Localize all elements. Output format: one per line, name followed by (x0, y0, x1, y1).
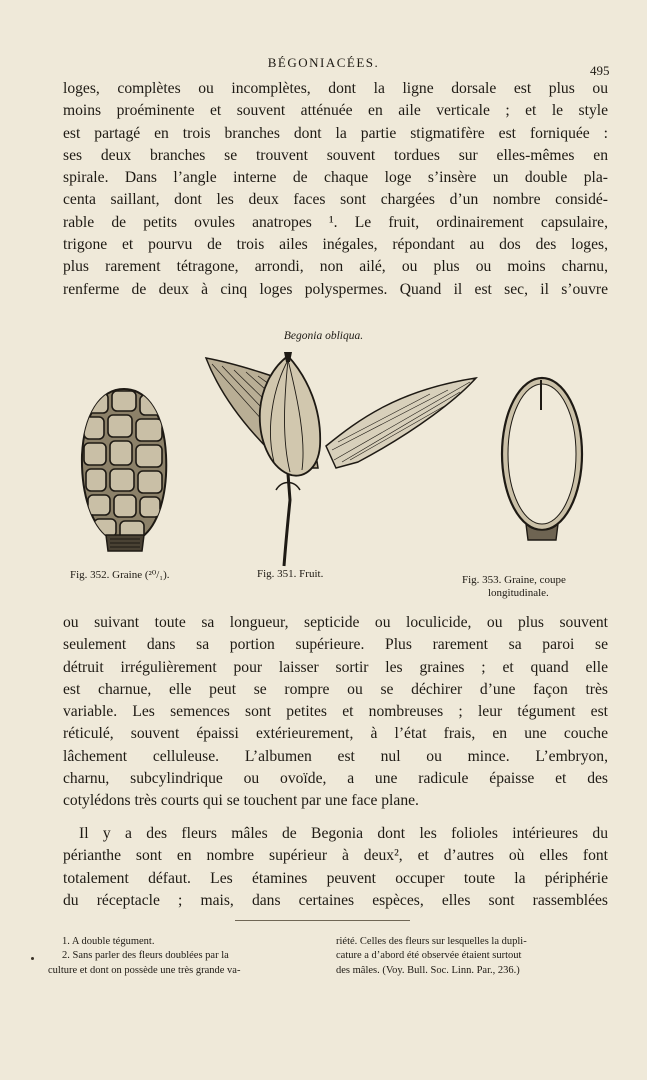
text-line: périanthe sont en nombre supérieur à deux², et d’autres où elles font (63, 847, 608, 865)
text-line: Il y a des fleurs mâles de Begonia dont les folioles intérieures du (79, 825, 608, 842)
text-line: charnu, subcylindrique ou ovoïde, a une radicule épaisse et des (63, 770, 608, 788)
fig353-caption-line1: Fig. 353. Graine, coupe (462, 574, 566, 586)
footnote-line: des mâles. (Voy. Bull. Soc. Linn. Par., 236.) (336, 964, 520, 976)
text-line: lâchement celluleuse. L’albumen est nul ou mince. L’embryon, (63, 747, 608, 765)
text-line: est charnue, elle peut se rompre ou se déchirer d’une façon très (63, 680, 608, 698)
text-line: ses deux branches se trouvent souvent tordues sur elles-mêmes en (63, 146, 608, 164)
running-title: BÉGONIACÉES. (267, 55, 380, 70)
footnote-line: riété. Celles des fleurs sur lesquelles la dupli- (336, 936, 527, 947)
footnote-divider (235, 920, 410, 921)
text-line: plus rarement tétragone, arrondi, non ailé, ou plus ou moins charnu, (63, 258, 608, 276)
seed-section-icon (496, 374, 588, 551)
footnotes-left (48, 935, 318, 978)
margin-mark (31, 957, 34, 960)
text-line: spirale. Dans l’angle interne de chaque loge s’insère un double pla- (63, 169, 608, 187)
footnote-line: 2. Sans parler des fleurs doublées par la (62, 950, 229, 962)
winged-fruit-icon (198, 350, 480, 573)
text-line: renferme de deux à cinq loges polyspermes. Quand il est sec, il s’ouvre (63, 280, 608, 298)
text-line: ou suivant toute sa longueur, septicide ou loculicide, ou plus souvent (63, 614, 608, 631)
paragraph-top (63, 78, 608, 301)
text-line: loges, complètes ou incomplètes, dont la ligne dorsale est plus ou (63, 80, 608, 97)
text-line: trigone et pourvu de trois ailes inégales, répondant au dos des loges, (63, 236, 608, 254)
footnotes-right (336, 935, 598, 978)
text-line: variable. Les semences sont petites et nombreuses ; leur tégument est (63, 703, 608, 721)
fig351-caption: Fig. 351. Fruit. (257, 568, 324, 580)
paragraph-bottom (63, 823, 608, 912)
fig353-caption-line2: longitudinale. (488, 587, 549, 599)
footnote-line: cature a d’abord été observée étaient surtout (336, 950, 522, 962)
text-line: centa saillant, dont les deux faces sont chargées d’un nombre considé- (63, 191, 608, 209)
fig352-caption: Fig. 352. Graine (²⁰/₁). (70, 569, 170, 581)
text-line: du réceptacle ; mais, dans certaines espèces, elles sont rassemblées (63, 891, 608, 909)
footnote-line: culture et dont on possède une très grande va- (48, 964, 241, 976)
plate-title: Begonia obliqua. (283, 330, 364, 342)
text-line: cotylédons très courts qui se touchent par une face plane. (63, 792, 419, 810)
page-number: 495 (590, 63, 610, 78)
text-line: est partagé en trois branches dont la partie stigmatifère est forniquée : (63, 124, 608, 142)
seed-icon (78, 385, 170, 560)
footnote-line: 1. A double tégument. (62, 936, 155, 947)
text-line: réticulé, souvent épaissi extérieurement, à l’état frais, en une couche (63, 725, 608, 743)
text-line: seulement dans sa portion supérieure. Plus rarement sa paroi se (63, 636, 608, 654)
paragraph-middle (63, 612, 608, 813)
text-line: détruit irrégulièrement pour laisser sortir les graines ; et quand elle (63, 658, 608, 676)
text-line: rable de petits ovules anatropes ¹. Le fruit, ordinairement capsulaire, (63, 213, 608, 231)
text-line: totalement défaut. Les étamines peuvent occuper toute la périphérie (63, 869, 608, 887)
text-line: moins proéminente et souvent atténuée en aile verticale ; et le style (63, 102, 608, 120)
